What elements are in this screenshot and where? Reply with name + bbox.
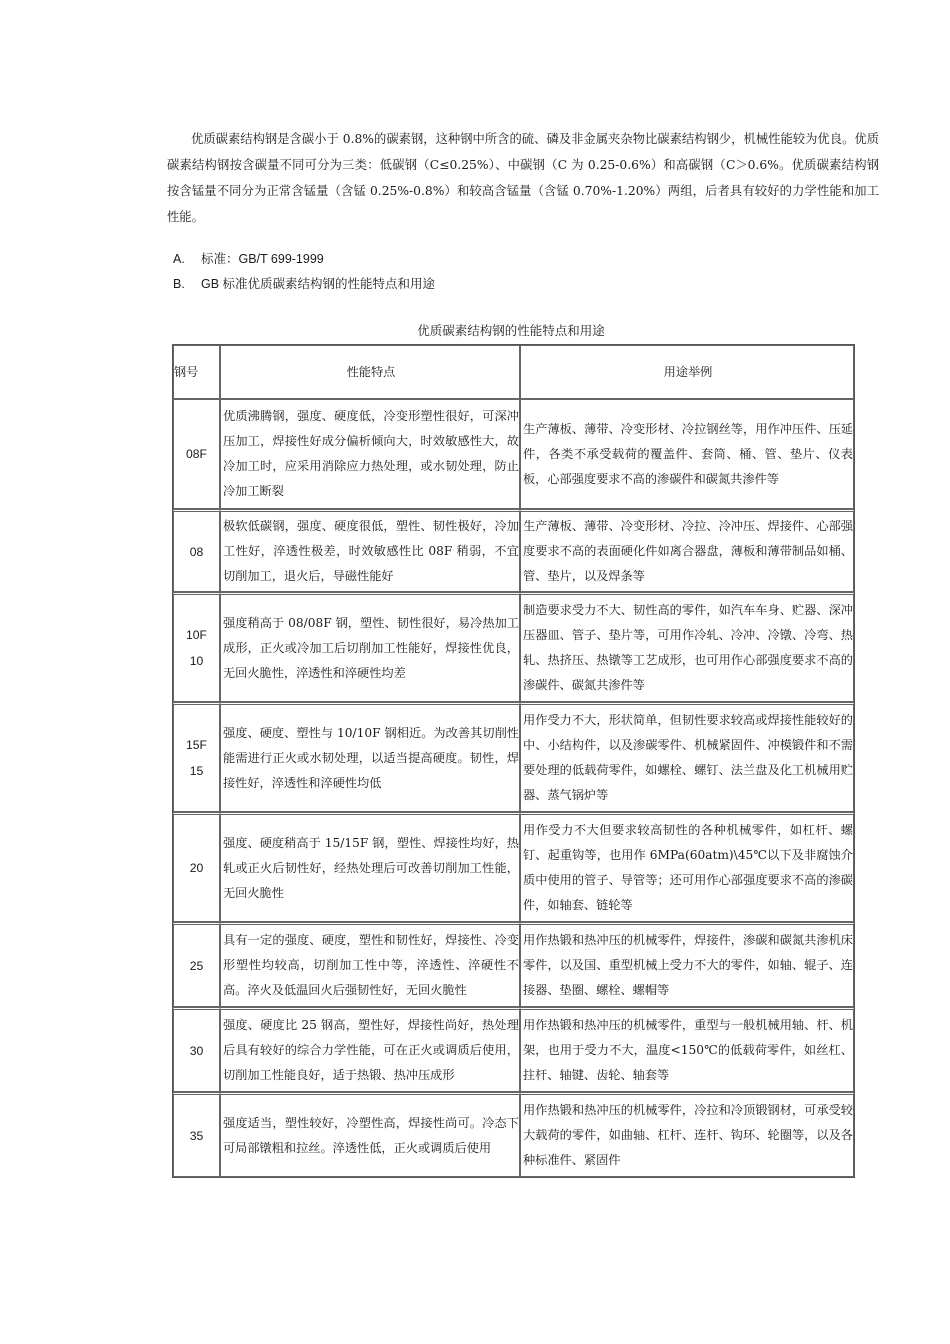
- cell-uses: [520, 509, 854, 592]
- cell-grade: [173, 922, 220, 1007]
- header-properties: 性能特点: [220, 345, 520, 399]
- uses-text: 制造要求受力不大、韧性高的零件，如汽车车身、贮器、深冲压器皿、管子、垫片等，可用作冷轧、冷冲、冷镦、冷弯、热轧、热挤压、热镦等工艺成形，也可用作心部强度要求不高的渗碳件、碳氮共渗件等: [523, 603, 853, 692]
- grade-label: 20: [189, 861, 204, 875]
- properties-text: 强度、硬度、塑性与 10/10F 钢相近。为改善其切削性能需进行正火或水韧处理，以适当提高硬度。韧性，焊接性好，淬透性和淬硬性均低: [223, 725, 519, 790]
- uses-text: 用作受力不大但要求较高韧性的各种机械零件，如杠杆、螺钉、起重钩等，也用作 6MPa(60atm)\45℃以下及非腐蚀介质中使用的管子、导管等；还可用作心部强度要求不高的渗碳件，如轴套、链轮等: [523, 823, 853, 912]
- list-item-section: [173, 275, 435, 293]
- cell-uses: [520, 812, 854, 922]
- uses-text: 生产薄板、薄带、冷变形材、冷拉、冷冲压、焊接件、心部强度要求不高的表面硬化件如离合器盘，薄板和薄带制品如桶、管、垫片，以及焊条等: [523, 519, 853, 583]
- cell-uses: [520, 592, 854, 702]
- cell-properties: [220, 399, 520, 509]
- grade-label: 15: [189, 764, 204, 778]
- table-row: [173, 1092, 854, 1177]
- grade-label: 08F: [185, 447, 207, 461]
- grade-label: 10F: [185, 628, 207, 642]
- table-row: [173, 592, 854, 702]
- cell-uses: [520, 399, 854, 509]
- properties-text: 强度适当，塑性较好，冷塑性高，焊接性尚可。冷态下可局部镦粗和拉丝。淬透性低，正火或调质后使用: [223, 1115, 519, 1155]
- table-row: [173, 922, 854, 1007]
- table-row: [173, 1007, 854, 1092]
- cell-uses: [520, 1092, 854, 1177]
- cell-grade: [173, 702, 220, 812]
- properties-text: 优质沸腾钢，强度、硬度低，冷变形塑性很好，可深冲压加工，焊接性好成分偏析倾向大，时效敏感性大，故冷加工时，应采用消除应力热处理，或水韧处理，防止冷加工断裂: [223, 409, 519, 498]
- header-grade: 钢号: [173, 345, 220, 399]
- table-row: [173, 399, 854, 509]
- grade-label: 30: [189, 1043, 204, 1058]
- properties-text: 极软低碳钢，强度、硬度很低，塑性、韧性极好，冷加工性好，淬透性极差，时效敏感性比 08F 稍弱，不宜切削加工，退火后，导磁性能好: [223, 519, 519, 583]
- cell-grade: [173, 812, 220, 922]
- cell-grade: [173, 509, 220, 592]
- table-row: [173, 812, 854, 922]
- grade-label: 35: [189, 1128, 204, 1143]
- table-caption: 优质碳素结构钢的性能特点和用途: [417, 323, 605, 338]
- uses-text: 用作热锻和热冲压的机械零件，重型与一般机械用轴、杆、机架，也用于受力不大，温度<150℃的低载荷零件，如丝杠、拄杆、轴键、齿轮、轴套等: [523, 1018, 853, 1082]
- list-item-standard: [173, 250, 324, 268]
- table-row: [173, 509, 854, 592]
- uses-text: 生产薄板、薄带、冷变形材、冷拉钢丝等，用作冲压件、压延件，各类不承受载荷的覆盖件、套筒、桶、管、垫片、仪表板，心部强度要求不高的渗碳件和碳氮共渗件等: [523, 421, 853, 486]
- table-row: [173, 702, 854, 812]
- list-marker: A.: [173, 252, 185, 266]
- cell-properties: [220, 509, 520, 592]
- properties-text: 强度、硬度比 25 钢高，塑性好，焊接性尚好，热处理后具有较好的综合力学性能，可在正火或调质后使用，切削加工性能良好，适于热锻、热冲压成形: [223, 1018, 519, 1082]
- cell-uses: [520, 922, 854, 1007]
- uses-text: 用作热锻和热冲压的机械零件，冷拉和冷顶锻钢材，可承受较大载荷的零件，如曲轴、杠杆、连杆、钩环、轮圈等，以及各种标准件、紧固件: [523, 1103, 853, 1167]
- cell-properties: [220, 702, 520, 812]
- cell-uses: [520, 702, 854, 812]
- grade-label: 10: [189, 654, 204, 668]
- cell-grade: [173, 592, 220, 702]
- table-body: [173, 399, 854, 1177]
- cell-properties: [220, 1007, 520, 1092]
- cell-properties: [220, 812, 520, 922]
- cell-properties: [220, 922, 520, 1007]
- grade-label: 25: [189, 958, 204, 973]
- list-text: 标准：GB/T 699-1999: [201, 252, 324, 266]
- cell-grade: [173, 1092, 220, 1177]
- uses-text: 用作热锻和热冲压的机械零件，焊接件，渗碳和碳氮共渗机床零件，以及国、重型机械上受力不大的零件，如轴、辊子、连接器、垫圈、螺栓、螺帽等: [523, 933, 853, 997]
- grade-label: 15F: [185, 738, 207, 752]
- list-marker: B.: [173, 277, 185, 291]
- properties-text: 强度、硬度稍高于 15/15F 钢，塑性、焊接性均好，热轧或正火后韧性好，经热处理后可改善切削加工性能，无回火脆性: [223, 835, 519, 900]
- cell-grade: [173, 399, 220, 509]
- cell-properties: [220, 1092, 520, 1177]
- steel-properties-table: [172, 344, 855, 1178]
- intro-paragraph: 优质碳素结构钢是含碳小于 0.8%的碳素钢，这种钢中所含的硫、磷及非金属夹杂物比碳素结构钢少，机械性能较为优良。优质碳素结构钢按含碳量不同可分为三类：低碳钢（C≤0.25%）、中碳钢（C 为 0.25-0.6%）和高碳钢（C＞0.6%。优质碳素结构钢按含锰量不同分为正常含锰量（含锰 0.25%-0.8%）和较高含锰量（含锰 0.70%-1.20%）两组，后者具有较好的力学性能和加工性能。: [167, 132, 879, 224]
- cell-properties: [220, 592, 520, 702]
- table-header-row: [173, 345, 854, 399]
- properties-text: 强度稍高于 08/08F 钢，塑性、韧性很好，易冷热加工成形，正火或冷加工后切削加工性能好，焊接性优良，无回火脆性，淬透性和淬硬性均差: [223, 615, 519, 680]
- cell-uses: [520, 1007, 854, 1092]
- header-uses: 用途举例: [520, 345, 854, 399]
- grade-label: 08: [189, 544, 204, 559]
- list-text: GB 标准优质碳素结构钢的性能特点和用途: [201, 277, 436, 291]
- cell-grade: [173, 1007, 220, 1092]
- properties-text: 具有一定的强度、硬度，塑性和韧性好，焊接性、冷变形塑性均较高，切削加工性中等，淬透性、淬硬性不高。淬火及低温回火后强韧性好，无回火脆性: [223, 933, 519, 997]
- uses-text: 用作受力不大，形状简单，但韧性要求较高或焊接性能较好的中、小结构件，以及渗碳零件、机械紧固件、冲模锻件和不需要处理的低载荷零件，如螺栓、螺钉、法兰盘及化工机械用贮器、蒸气锅炉等: [523, 713, 853, 802]
